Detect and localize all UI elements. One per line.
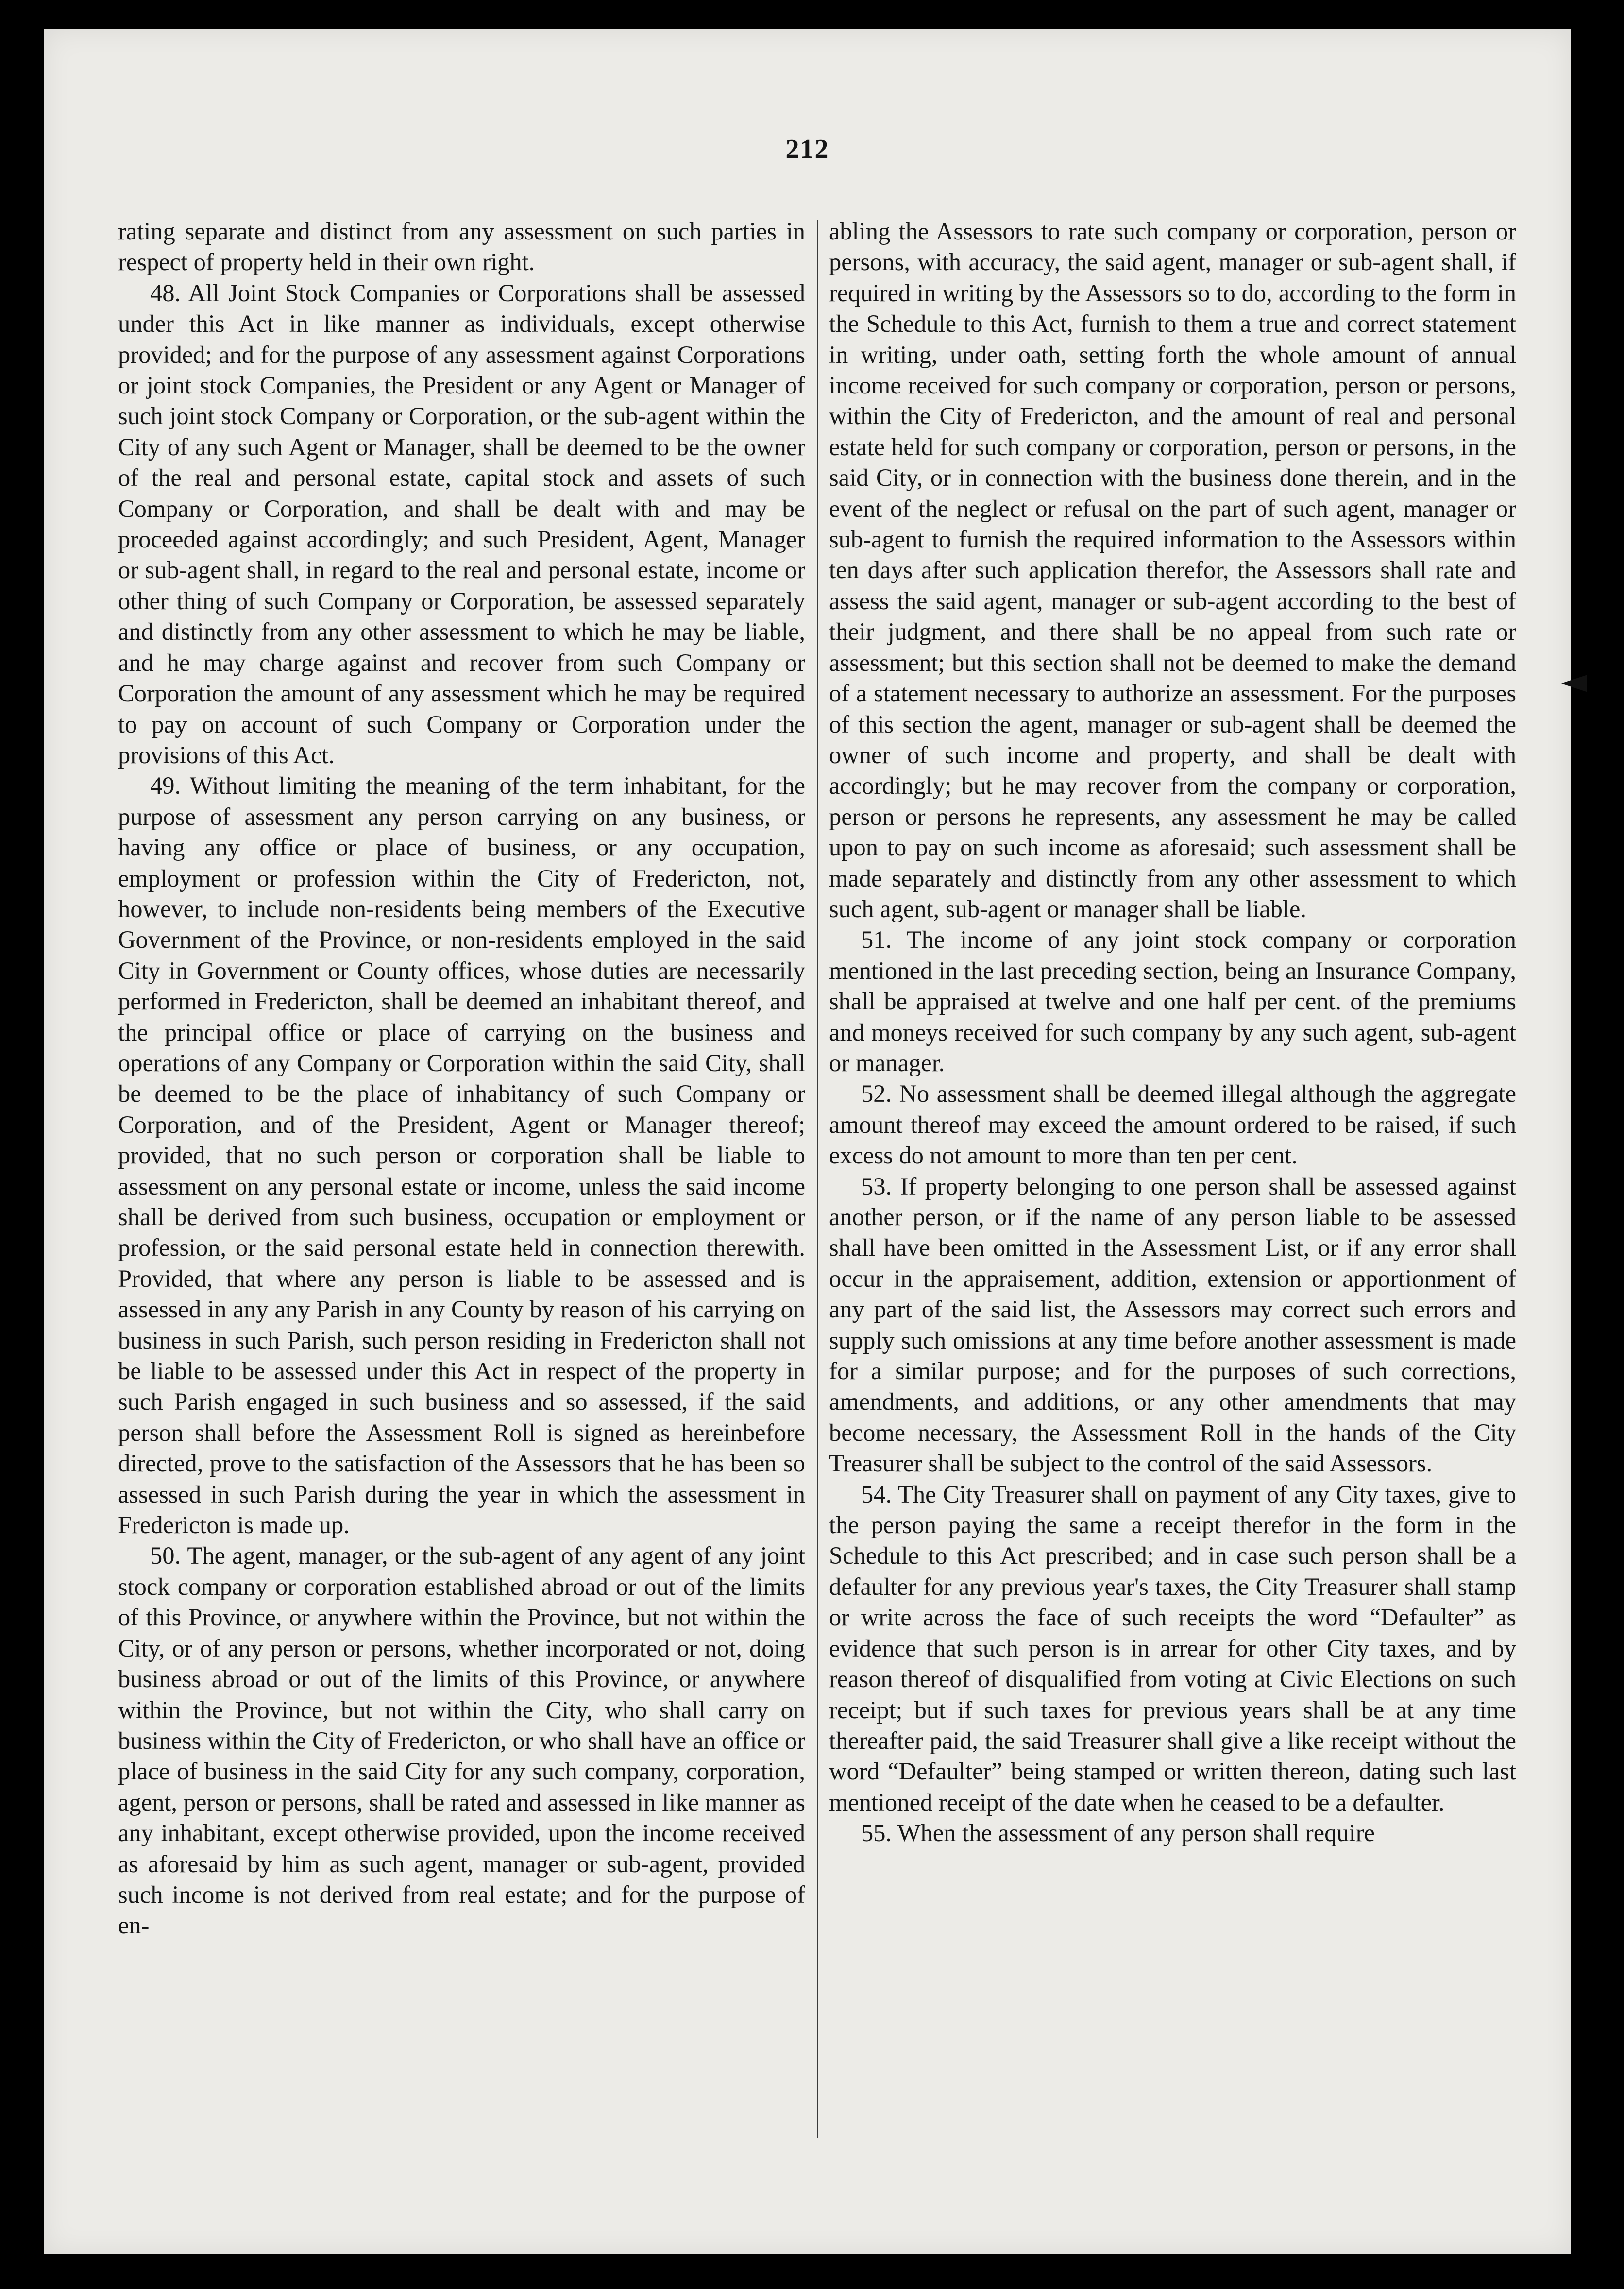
left-column [118,216,805,1941]
section-48: 48. All Joint Stock Companies or Corporations shall be assessed under this Act in like manner as individuals, except otherwise provided; and for the purpose of any assessment against Corporations or joint stock Companies, the President or any Agent or Manager of such joint stock Company or Corporation, or the sub-agent within the City of any such Agent or Manager, shall be deemed to be the owner of the real and personal estate, capital stock and assets of such Company or Corporation, and shall be dealt with and may be proceeded against accordingly; and such President, Agent, Manager or sub-agent shall, in regard to the real and personal estate, income or other thing of such Company or Corporation, be assessed separately and distinctly from any other assessment to which he may be liable, and he may charge against and recover from such Company or Corporation the amount of any assessment which he may be required to pay on account of such Company or Corporation under the provisions of this Act. [118,279,805,769]
document-page [44,29,1587,2254]
section-52: 52. No assessment shall be deemed illegal although the aggregate amount thereof may exceed the amount ordered to be raised, if such excess do not amount to more than ten per cent. [829,1080,1516,1169]
section-54: 54. The City Treasurer shall on payment of any City taxes, give to the person paying the same a receipt therefor in the form in the Schedule to this Act prescribed; and in case such person shall be a defaulter for any previous year's taxes, the City Treasurer shall stamp or write across the face of such receipts the word “Defaulter” as evidence that such person is in arrear for other City taxes, and by reason thereof of disqualified from voting at Civic Elections on such receipt; but if such taxes for previous years shall be at any time thereafter paid, the said Treasurer shall give a like receipt without the word “Defaulter” being stamped or written thereon, dating such last mentioned receipt of the date when he ceased to be a defaulter. [829,1480,1516,1816]
section-50: 50. The agent, manager, or the sub-agent of any agent of any joint stock company or corporation established abroad or out of the limits of this Province, or anywhere within the Province, but not within the City, or of any person or persons, whether incorporated or not, doing business abroad or out of the limits of this Province, or anywhere within the Province, but not within the City, who shall carry on business within the City of Fredericton, or who shall have an office or place of business in the said City for any such company, corporation, agent, person or persons, shall be rated and assessed in like manner as any inhabitant, except otherwise provided, upon the income received as aforesaid by him as such agent, manager or sub-agent, provided such income is not derived from real estate; and for the purpose of en- [118,1542,805,1939]
margin-mark-icon: ◄ [1561,661,1587,700]
section-49: 49. Without limiting the meaning of the term inhabitant, for the purpose of assessment any person carrying on any business, or having any office or place of business, or any occupation, employment or profession within the City of Fredericton, not, however, to include non-residents being members of the Executive Government of the Province, or non-residents employed in the said City in Government or County offices, whose duties are necessarily performed in Fredericton, shall be deemed an inhabitant thereof, and the principal office or place of carrying on the business and operations of any Company or Corporation within the said City, shall be deemed to be the place of inhabitancy of such Company or Corporation, and of the President, Agent or Manager thereof; provided, that no such person or corporation shall be liable to assessment on any personal estate or income, unless the said income shall be derived from such business, occupation or employment or profession, or the said personal estate held in connection therewith. Provided, that where any person is liable to be assessed and is assessed in any any Parish in any County by reason of his carrying on business in such Parish, such person residing in Fredericton shall not be liable to be assessed under this Act in respect of the property in such Parish engaged in such business and so assessed, if the said person shall before the Assessment Roll is signed as hereinbefore directed, prove to the satisfaction of the Assessors that he has been so assessed in such Parish during the year in which the assessment in Fredericton is made up. [118,772,805,1539]
section-51: 51. The income of any joint stock company or corporation mentioned in the last preceding section, being an Insurance Company, shall be appraised at twelve and one half per cent. of the premiums and moneys received for such company by any such agent, sub-agent or manager. [829,926,1516,1076]
column-divider [817,220,818,2138]
page-number: 212 [785,134,829,164]
paragraph: abling the Assessors to rate such company or corporation, person or persons, with accuracy, the said agent, manager or sub-agent shall, if required in writing by the Assessors so to do, according to the form in the Schedule to this Act, furnish to them a true and correct statement in writing, under oath, setting forth the whole amount of annual income received for such company or corporation, person or persons, within the City of Fredericton, and the amount of real and personal estate held for such company or corporation, person or persons, in the said City, or in connection with the business done therein, and in the event of the neglect or refusal on the part of such agent, manager or sub-agent to furnish the required information to the Assessors within ten days after such application therefor, the Assessors shall rate and assess the said agent, manager or sub-agent according to the best of their judgment, and there shall be no appeal from such rate or assessment; but this section shall not be deemed to make the demand of a statement necessary to authorize an assessment. For the purposes of this section the agent, manager or sub-agent shall be deemed the owner of such income and property, and shall be dealt with accordingly; but he may recover from the company or corporation, person or persons he represents, any assessment he may be called upon to pay on such income as aforesaid; such assessment shall be made separately and distinctly from any other assessment to which such agent, sub-agent or manager shall be liable. [829,218,1516,922]
paragraph: rating separate and distinct from any assessment on such parties in respect of property held in their own right. [118,218,805,276]
section-55: 55. When the assessment of any person shall require [861,1819,1375,1847]
right-column [829,216,1516,1849]
section-53: 53. If property belonging to one person shall be assessed against another person, or if the name of any person liable to be assessed shall have been omitted in the Assessment List, or if any error shall occur in the appraisement, addition, extension or apportionment of any part of the said list, the Assessors may correct such errors and supply such omissions at any time before another assessment is made for a similar purpose; and for the purposes of such corrections, amendments, and additions, or any other amendments that may become necessary, the Assessment Roll in the hands of the City Treasurer shall be subject to the control of the said Assessors. [829,1172,1516,1477]
